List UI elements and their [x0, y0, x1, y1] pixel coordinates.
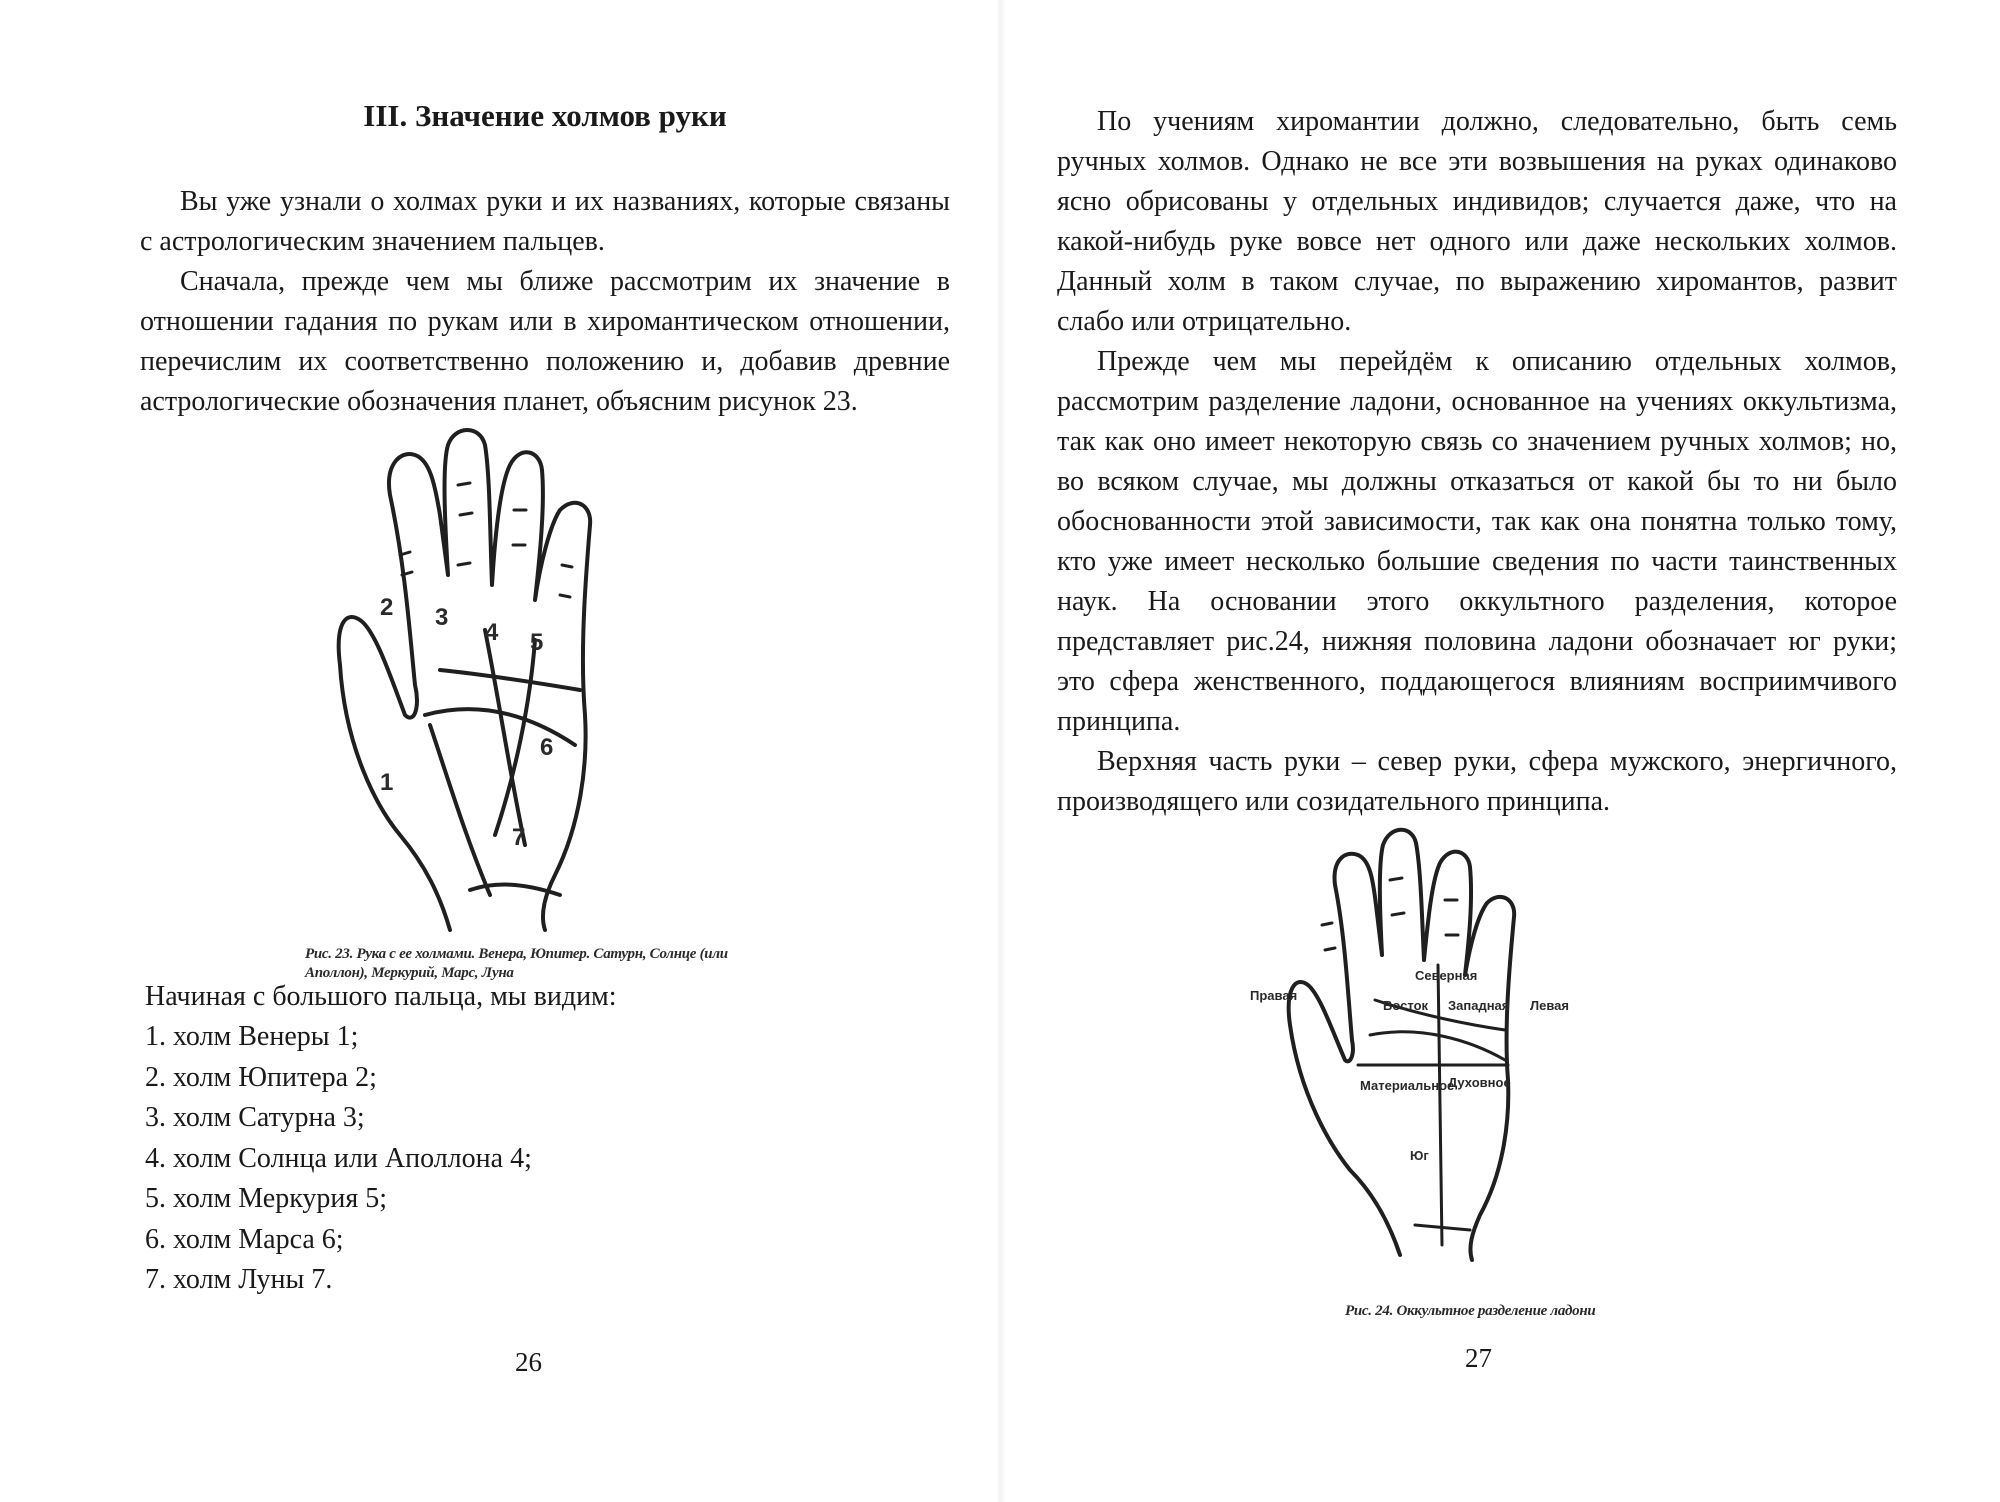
- label-spiritual: Духовное: [1448, 1075, 1511, 1090]
- figure-23-caption: Рис. 23. Рука с ее холмами. Венера, Юпитер. Сатурн, Солнце (или Аполлон), Меркурий, Марс, Луна: [305, 946, 728, 981]
- label-left-hand: Левая: [1530, 998, 1569, 1013]
- left-paragraph-2: Сначала, прежде чем мы ближе рассмотрим их значение в отношении гадания по рукам или в хиромантическом отношении, перечислим их соответственно положению и, добавив древние астрологические обозначения планет, объясним рисунок 23.: [140, 266, 950, 417]
- mount-label-2: 2: [380, 594, 394, 621]
- label-north: Северная: [1415, 968, 1478, 983]
- list-item: 5. холм Меркурия 5;: [145, 1183, 388, 1214]
- palm-division-figure: [1250, 825, 1710, 1265]
- list-item: 1. холм Венеры 1;: [145, 1021, 359, 1052]
- mounts-list-intro: Начиная с большого пальца, мы видим:: [145, 981, 617, 1012]
- mount-label-1: 1: [380, 769, 394, 796]
- right-paragraph-1: По учениям хиромантии должно, следовательно, быть семь ручных холмов. Однако не все эти возвышения на руках одинаково ясно обрисованы у отдельных индивидов; случается даже, что на какой-нибудь руке вовсе нет одного или даже нескольких холмов. Данный холм в таком случае, по выражению хиромантов, развит слабо или отрицательно.: [1057, 106, 1897, 337]
- label-material: Материальное: [1360, 1078, 1455, 1093]
- left-paragraph-1: Вы уже узнали о холмах руки и их названиях, которые связаны с астрологическим значением пальцев.: [140, 186, 950, 257]
- mount-label-3: 3: [435, 604, 449, 631]
- hand-outline: [339, 430, 590, 930]
- right-paragraph-3: Верхняя часть руки – север руки, сфера мужского, энергичного, производящего или созидательного принципа.: [1057, 746, 1897, 817]
- figure-24-caption: Рис. 24. Оккультное разделение ладони: [1345, 1303, 1596, 1319]
- mount-label-4: 4: [485, 619, 499, 646]
- list-item: 4. холм Солнца или Аполлона 4;: [145, 1142, 532, 1174]
- list-item: 3. холм Сатурна 3;: [145, 1102, 365, 1133]
- right-page: [1000, 0, 2000, 1502]
- list-item: 6. холм Марса 6;: [145, 1223, 344, 1255]
- mounts-list: [145, 1017, 532, 1301]
- mount-label-5: 5: [530, 629, 544, 656]
- mount-label-7: 7: [512, 824, 526, 851]
- chapter-title: III. Значение холмов руки: [363, 98, 727, 133]
- page-number-right: 27: [1465, 1343, 1492, 1373]
- list-item: 7. холм Луны 7.: [145, 1264, 333, 1295]
- label-south: Юг: [1410, 1148, 1429, 1163]
- label-right-hand: Правая: [1250, 988, 1298, 1003]
- hand-outline: [1289, 830, 1514, 1260]
- hand-mounts-figure: [330, 425, 690, 945]
- page-number-left: 26: [515, 1347, 542, 1377]
- right-paragraph-2: Прежде чем мы перейдём к описанию отдельных холмов, рассмотрим разделение ладони, основанное на учениях оккультизма, так как оно имеет некоторую связь со значением ручных холмов; но, во всяком случае, мы должны отказаться от какой бы то ни было обоснованности этой зависимости, так как она понятна только тому, кто уже имеет несколько большие сведения по части таинственных наук. На основании этого оккультного разделения, которое представляет рис.24, нижняя половина ладони обозначает юг руки; это сфера женственного, поддающегося влияниям восприимчивого принципа.: [1057, 346, 1897, 737]
- list-item: 2. холм Юпитера 2;: [145, 1061, 377, 1093]
- label-east: Восток: [1383, 998, 1429, 1013]
- label-west: Западная: [1448, 998, 1510, 1013]
- mount-label-6: 6: [540, 734, 554, 761]
